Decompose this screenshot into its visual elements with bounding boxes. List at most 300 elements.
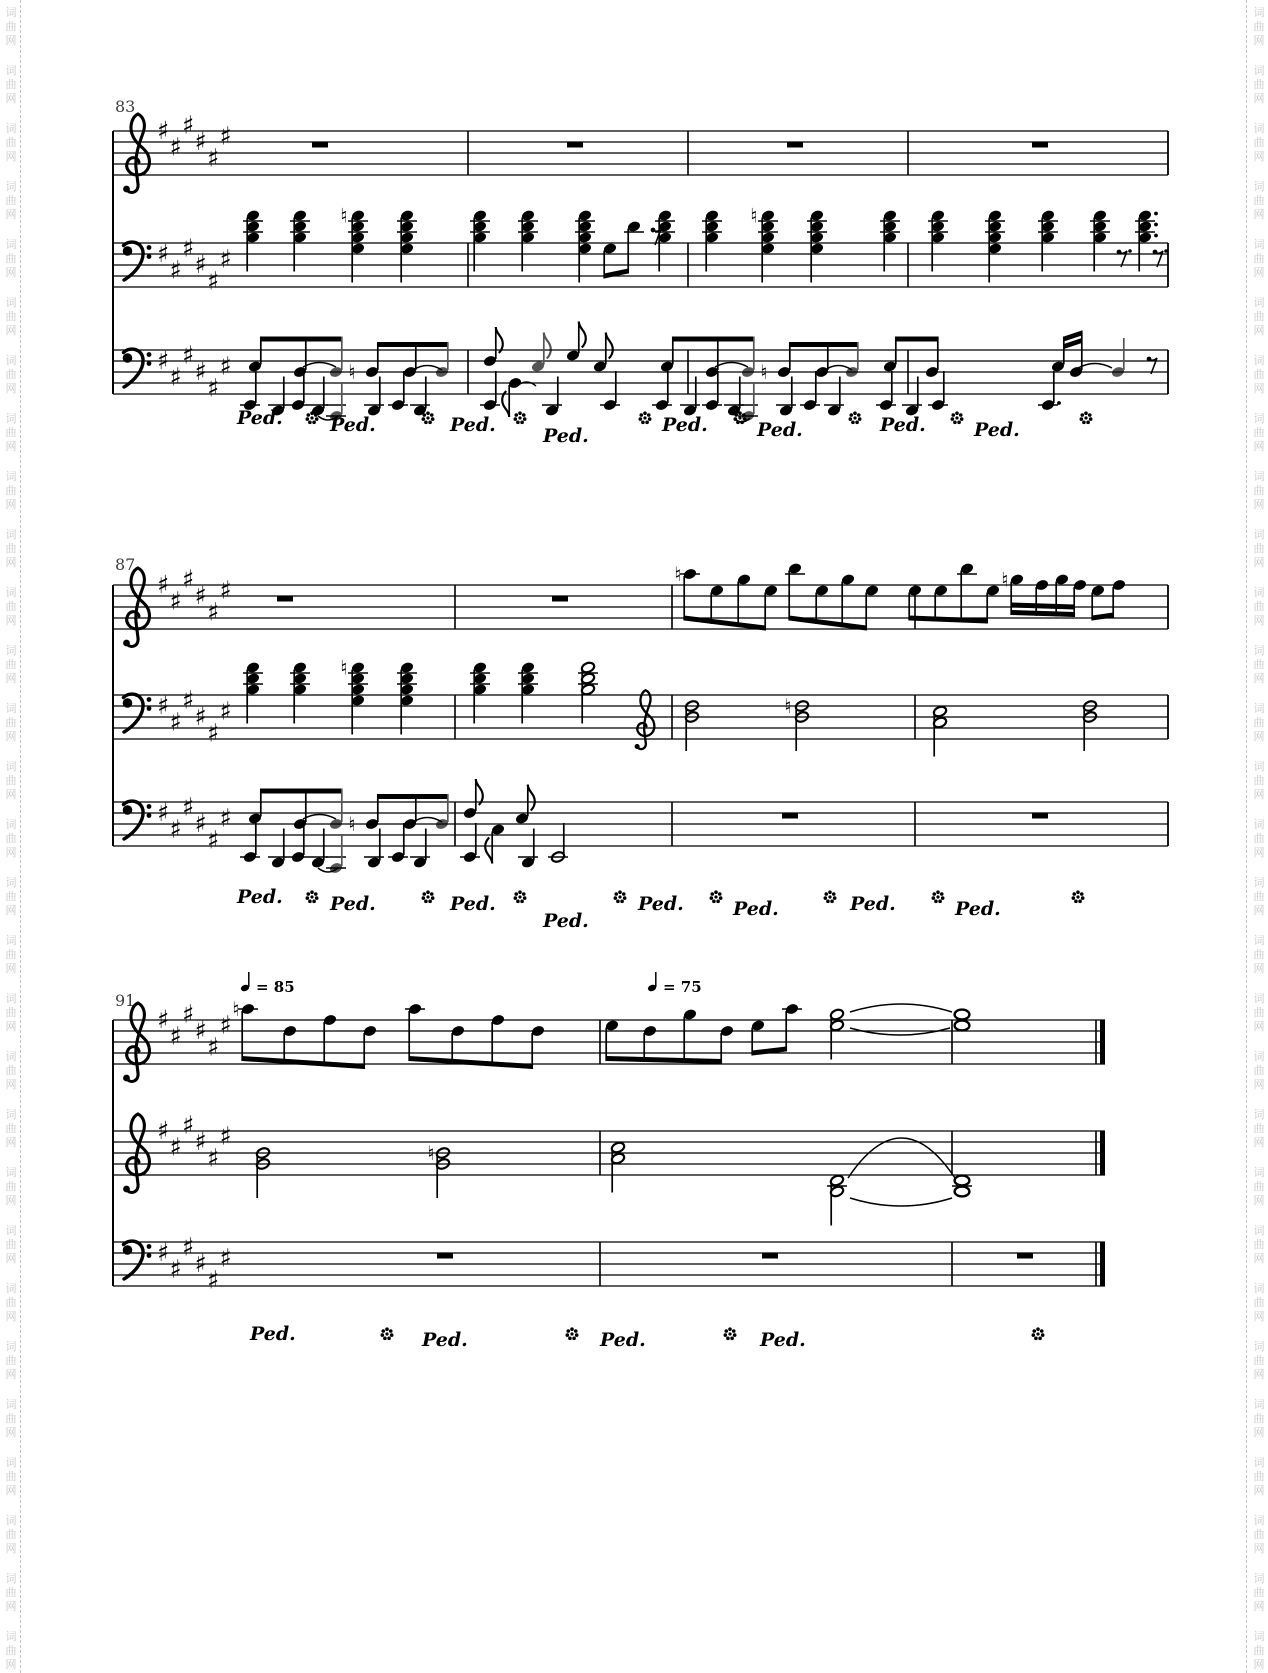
watermark-glyph: 词 (1253, 122, 1265, 135)
right-dashed-border (1246, 0, 1247, 1673)
watermark-glyph: 曲 (1253, 426, 1265, 439)
watermark-glyph: 词 (5, 470, 17, 483)
watermark-glyph: 词 (5, 1340, 17, 1353)
watermark-glyph: 网 (1253, 962, 1265, 975)
watermark-glyph: 词 (1253, 1166, 1265, 1179)
key-signature-sharp-icon: ♯ (169, 362, 182, 392)
watermark-glyph: 曲 (5, 542, 17, 555)
pedal-mark: Ped. (757, 419, 803, 441)
key-signature-sharp-icon: ♯ (219, 803, 232, 833)
watermark-glyph: 曲 (1253, 716, 1265, 729)
watermark-glyph: 词 (5, 1572, 17, 1585)
key-signature-sharp-icon: ♯ (206, 1143, 220, 1173)
watermark-glyph: 词 (5, 1166, 17, 1179)
whole-measure-rest (787, 142, 803, 148)
watermark-glyph: 网 (1253, 498, 1265, 511)
key-signature-sharp-icon: ♯ (169, 1021, 182, 1051)
measure-number: 83 (115, 97, 136, 116)
watermark-glyph: 网 (5, 1658, 17, 1671)
key-signature-sharp-icon: ♯ (219, 1010, 232, 1040)
watermark-glyph: 网 (5, 614, 17, 627)
watermark-glyph: 网 (5, 556, 17, 569)
accidental-natural-icon: ♮ (674, 562, 682, 586)
watermark-glyph: 词 (5, 1050, 17, 1063)
key-signature-sharp-icon: ♯ (194, 1249, 207, 1278)
watermark-glyph: 网 (5, 1310, 17, 1323)
key-signature-sharp-icon: ♯ (181, 1232, 195, 1262)
key-signature-sharp-icon: ♯ (169, 132, 182, 162)
watermark-glyph: 曲 (1253, 658, 1265, 671)
staff-3-2 (123, 1111, 1105, 1207)
watermark-glyph: 词 (1253, 528, 1265, 541)
watermark-glyph: 曲 (5, 832, 17, 845)
pedal-mark: Ped. (237, 886, 283, 908)
pedal-release-icon (566, 1327, 579, 1340)
whole-measure-rest (782, 813, 798, 819)
key-signature-sharp-icon: ♯ (181, 340, 195, 370)
watermark-glyph: 曲 (1253, 890, 1265, 903)
watermark-glyph: 网 (5, 498, 17, 511)
tie-arc (413, 366, 442, 371)
pedal-mark: Ped. (733, 898, 779, 920)
pedal-mark: Ped. (760, 1329, 806, 1351)
whole-measure-rest (552, 596, 568, 602)
watermark-glyph: 网 (5, 904, 17, 917)
key-signature-sharp-icon: ♯ (169, 814, 182, 844)
key-signature-sharp-icon: ♯ (206, 373, 220, 403)
watermark-glyph: 曲 (5, 774, 17, 787)
watermark-glyph: 网 (1253, 1136, 1265, 1149)
pedal-release-icon (951, 411, 964, 424)
accidental-natural-icon: ♮ (340, 203, 348, 228)
watermark-glyph: 词 (1253, 180, 1265, 193)
watermark-glyph: 词 (5, 296, 17, 309)
watermark-glyph: 词 (1253, 1108, 1265, 1121)
watermark-glyph: 网 (5, 788, 17, 801)
key-signature-sharp-icon: ♯ (169, 1254, 182, 1284)
watermark-glyph: 词 (5, 992, 17, 1005)
key-signature-sharp-icon: ♯ (219, 244, 232, 274)
watermark-glyph: 曲 (1253, 20, 1265, 33)
key-signature-sharp-icon: ♯ (206, 1265, 220, 1295)
watermark-glyph: 网 (1253, 324, 1265, 337)
watermark-glyph: 曲 (5, 1354, 17, 1367)
key-signature-sharp-icon: ♯ (206, 597, 220, 627)
key-signature-sharp-icon: ♯ (169, 255, 182, 285)
bass-clef-icon (123, 801, 152, 839)
watermark-glyph: 词 (5, 6, 17, 19)
pedal-mark: Ped. (330, 414, 376, 436)
watermark-glyph: 网 (1253, 1484, 1265, 1497)
key-signature-sharp-icon: ♯ (181, 233, 195, 263)
staff-3-1 (123, 997, 1105, 1081)
watermark-glyph: 词 (5, 1398, 17, 1411)
watermark-glyph: 曲 (1253, 542, 1265, 555)
watermark-glyph: 网 (1253, 208, 1265, 221)
watermark-glyph: 曲 (5, 1470, 17, 1483)
watermark-glyph: 网 (5, 34, 17, 47)
watermark-glyph: 词 (1253, 1514, 1265, 1527)
watermark-glyph: 词 (5, 934, 17, 947)
pedal-release-icon (514, 411, 527, 424)
bass-clef-icon (123, 694, 152, 732)
pedal-mark: Ped. (450, 893, 496, 915)
watermark-glyph: 曲 (1253, 1122, 1265, 1135)
watermark-glyph: 词 (1253, 1456, 1265, 1469)
key-signature-sharp-icon: ♯ (156, 798, 170, 827)
tie-arc (715, 363, 748, 368)
watermark-glyph: 曲 (1253, 1528, 1265, 1541)
watermark-glyph: 词 (5, 64, 17, 77)
watermark-glyph: 词 (1253, 1340, 1265, 1353)
watermark-glyph: 曲 (1253, 1644, 1265, 1657)
accidental-natural-icon: ♮ (784, 694, 792, 718)
whole-measure-rest (312, 142, 328, 148)
accidental-natural-icon: ♮ (427, 1141, 435, 1165)
key-signature-sharp-icon: ♯ (219, 575, 232, 605)
key-signature-sharp-icon: ♯ (181, 110, 195, 140)
pedal-release-icon (1080, 411, 1093, 424)
pedal-mark: Ped. (600, 1329, 646, 1351)
watermark-glyph: 曲 (1253, 78, 1265, 91)
watermark-glyph: 曲 (1253, 484, 1265, 497)
watermark-glyph: 词 (5, 238, 17, 251)
key-signature-sharp-icon: ♯ (181, 999, 195, 1029)
key-signature-sharp-icon: ♯ (194, 702, 207, 731)
watermark-glyph: 词 (5, 644, 17, 657)
tempo-value: = 85 (256, 978, 295, 996)
watermark-glyph: 曲 (5, 1586, 17, 1599)
watermark-glyph: 曲 (1253, 832, 1265, 845)
key-signature-sharp-icon: ♯ (206, 143, 220, 173)
watermark-glyph: 曲 (5, 1412, 17, 1425)
watermark-glyph: 网 (1253, 1658, 1265, 1671)
accidental-natural-icon: ♮ (340, 655, 348, 680)
watermark-glyph: 曲 (5, 1296, 17, 1309)
watermark-glyph: 网 (5, 1542, 17, 1555)
pedal-mark: Ped. (422, 1329, 468, 1351)
pedal-mark: Ped. (955, 898, 1001, 920)
watermark-glyph: 网 (5, 1020, 17, 1033)
watermark-glyph: 网 (5, 150, 17, 163)
watermark-glyph: 网 (5, 1252, 17, 1265)
watermark-glyph: 网 (5, 672, 17, 685)
watermark-glyph: 网 (5, 440, 17, 453)
watermark-glyph: 曲 (1253, 194, 1265, 207)
watermark-glyph: 网 (5, 208, 17, 221)
pedal-release-icon (306, 890, 319, 903)
pedal-mark: Ped. (330, 893, 376, 915)
watermark-glyph: 曲 (5, 600, 17, 613)
watermark-glyph: 网 (1253, 904, 1265, 917)
watermark-glyph: 词 (5, 586, 17, 599)
pedal-row (236, 407, 1092, 447)
pedal-row (249, 1323, 1044, 1351)
watermark-glyph: 网 (5, 266, 17, 279)
pedal-release-icon (1072, 890, 1085, 903)
watermark-glyph: 词 (1253, 296, 1265, 309)
key-signature-sharp-icon: ♯ (181, 564, 195, 594)
watermark-glyph: 曲 (1253, 310, 1265, 323)
staff-1-2 (123, 204, 1168, 296)
accidental-natural-icon: ♮ (750, 203, 758, 228)
watermark-glyph: 词 (5, 1224, 17, 1237)
pedal-mark: Ped. (638, 893, 684, 915)
pedal-release-icon (614, 890, 627, 903)
whole-measure-rest (1017, 1253, 1033, 1259)
watermark-glyph: 词 (5, 1514, 17, 1527)
accidental-natural-icon: ♮ (760, 360, 768, 384)
pedal-release-icon (724, 1327, 737, 1340)
watermark-glyph: 词 (1253, 992, 1265, 1005)
watermark-glyph: 曲 (5, 310, 17, 323)
key-signature-sharp-icon: ♯ (194, 127, 207, 156)
watermark-glyph: 词 (1253, 586, 1265, 599)
watermark-glyph: 词 (5, 1630, 17, 1643)
watermark-glyph: 网 (5, 1484, 17, 1497)
watermark-glyph: 词 (1253, 1282, 1265, 1295)
treble-clef-icon (635, 690, 655, 749)
watermark-glyph: 曲 (5, 78, 17, 91)
key-signature-sharp-icon: ♯ (181, 1110, 195, 1140)
pedal-mark: Ped. (450, 414, 496, 436)
watermark-glyph: 曲 (5, 194, 17, 207)
pedal-release-icon (422, 890, 435, 903)
watermark-glyph: 词 (1253, 354, 1265, 367)
watermark-glyph: 曲 (5, 20, 17, 33)
key-signature-sharp-icon: ♯ (219, 1121, 232, 1151)
watermark-glyph: 网 (1253, 266, 1265, 279)
watermark-glyph: 词 (1253, 6, 1265, 19)
watermark-glyph: 网 (1253, 1194, 1265, 1207)
watermark-glyph: 网 (1253, 1020, 1265, 1033)
watermark-glyph: 曲 (1253, 774, 1265, 787)
tie-arc (413, 818, 442, 823)
whole-measure-rest (277, 596, 293, 602)
measure-number: 91 (115, 991, 136, 1010)
watermark-glyph: 网 (1253, 1252, 1265, 1265)
watermark-glyph: 网 (1253, 150, 1265, 163)
pedal-release-icon (381, 1327, 394, 1340)
watermark-glyph: 词 (5, 1282, 17, 1295)
watermark-glyph: 曲 (1253, 1180, 1265, 1193)
watermark-glyph: 词 (5, 528, 17, 541)
watermark-glyph: 曲 (5, 1122, 17, 1135)
accidental-natural-icon: ♮ (348, 360, 356, 384)
watermark-glyph: 曲 (1253, 1238, 1265, 1251)
staff-1-1 (123, 111, 1048, 193)
pedal-row (236, 886, 1084, 932)
key-signature-sharp-icon: ♯ (194, 1127, 207, 1156)
key-signature-sharp-icon: ♯ (206, 718, 220, 748)
watermark-glyph: 曲 (1253, 136, 1265, 149)
watermark-glyph: 词 (1253, 1630, 1265, 1643)
watermark-glyph: 网 (1253, 92, 1265, 105)
pedal-release-icon (824, 890, 837, 903)
bass-clef-icon (123, 1241, 152, 1279)
watermark-glyph: 曲 (1253, 1354, 1265, 1367)
watermark-glyph: 词 (5, 1108, 17, 1121)
watermark-glyph: 词 (1253, 818, 1265, 831)
system-87 (115, 555, 1126, 932)
pedal-mark: Ped. (250, 1323, 296, 1345)
key-signature-sharp-icon: ♯ (219, 121, 232, 151)
pedal-mark: Ped. (543, 425, 589, 447)
key-signature-sharp-icon: ♯ (219, 351, 232, 381)
watermark-glyph: 曲 (5, 1180, 17, 1193)
key-signature-sharp-icon: ♯ (156, 1238, 170, 1267)
watermark-glyph: 网 (1253, 382, 1265, 395)
watermark-glyph: 词 (5, 702, 17, 715)
key-signature-sharp-icon: ♯ (156, 1116, 170, 1145)
key-signature-sharp-icon: ♯ (169, 586, 182, 616)
key-signature-sharp-icon: ♯ (194, 250, 207, 279)
watermark-glyph: 词 (5, 354, 17, 367)
tie-arc (303, 363, 336, 368)
watermark-glyph: 词 (1253, 470, 1265, 483)
watermark-glyph: 曲 (1253, 1412, 1265, 1425)
tie-arc (303, 815, 336, 820)
watermark-glyph: 网 (5, 382, 17, 395)
pedal-release-icon (1032, 1327, 1045, 1340)
watermark-glyph: 网 (5, 962, 17, 975)
key-signature-sharp-icon: ♯ (156, 570, 170, 599)
key-signature-sharp-icon: ♯ (181, 685, 195, 715)
pedal-mark: Ped. (850, 893, 896, 915)
tie-arc (848, 1138, 955, 1178)
watermark-glyph: 网 (5, 1136, 17, 1149)
key-signature-sharp-icon: ♯ (169, 1132, 182, 1162)
watermark-glyph: 曲 (1253, 948, 1265, 961)
watermark-glyph: 曲 (5, 368, 17, 381)
bass-clef-icon (123, 349, 152, 387)
watermark-glyph: 词 (1253, 760, 1265, 773)
tie-arc (850, 1004, 952, 1012)
watermark-glyph: 曲 (5, 426, 17, 439)
key-signature-sharp-icon: ♯ (194, 357, 207, 386)
pedal-release-icon (514, 890, 527, 903)
watermark-glyph: 网 (5, 1600, 17, 1613)
watermark-glyph: 网 (1253, 34, 1265, 47)
pedal-mark: Ped. (662, 414, 708, 436)
key-signature-sharp-icon: ♯ (194, 1016, 207, 1045)
measure-number: 87 (115, 555, 136, 574)
watermark-glyph: 网 (1253, 1600, 1265, 1613)
watermark-glyph: 词 (5, 1456, 17, 1469)
accidental-natural-icon: ♮ (1001, 567, 1009, 592)
watermark-glyph: 网 (5, 324, 17, 337)
watermark-glyph: 词 (5, 818, 17, 831)
watermark-glyph: 网 (5, 1426, 17, 1439)
watermark-glyph: 网 (1253, 788, 1265, 801)
whole-measure-rest (437, 1253, 453, 1259)
watermark-glyph: 曲 (1253, 368, 1265, 381)
key-signature-sharp-icon: ♯ (206, 825, 220, 855)
watermark-glyph: 曲 (5, 890, 17, 903)
watermark-glyph: 词 (5, 180, 17, 193)
watermark-glyph: 词 (1253, 412, 1265, 425)
watermark-glyph: 网 (1253, 730, 1265, 743)
pedal-release-icon (932, 890, 945, 903)
watermark-glyph: 网 (1253, 846, 1265, 859)
tie-arc (1078, 364, 1112, 369)
watermark-glyph: 曲 (5, 1006, 17, 1019)
watermark-glyph: 网 (1253, 672, 1265, 685)
watermark-glyph: 曲 (5, 136, 17, 149)
key-signature-sharp-icon: ♯ (156, 1005, 170, 1034)
watermark-glyph: 曲 (5, 1064, 17, 1077)
key-signature-sharp-icon: ♯ (156, 691, 170, 720)
accidental-natural-icon: ♮ (348, 812, 356, 836)
watermark-glyph: 词 (1253, 1572, 1265, 1585)
watermark-glyph: 网 (1253, 556, 1265, 569)
watermark-glyph: 曲 (5, 1528, 17, 1541)
watermark-glyph: 词 (5, 412, 17, 425)
key-signature-sharp-icon: ♯ (169, 707, 182, 737)
whole-measure-rest (567, 142, 583, 148)
whole-measure-rest (1032, 142, 1048, 148)
staff-2-2 (123, 656, 1098, 750)
watermark-glyph: 词 (5, 760, 17, 773)
watermark-glyph: 曲 (1253, 1064, 1265, 1077)
pedal-release-icon (710, 890, 723, 903)
watermark-glyph: 词 (1253, 238, 1265, 251)
watermark-glyph: 词 (1253, 1050, 1265, 1063)
watermark-glyph: 曲 (1253, 1586, 1265, 1599)
bass-clef-icon (123, 242, 152, 280)
watermark-glyph: 词 (5, 122, 17, 135)
key-signature-sharp-icon: ♯ (206, 266, 220, 296)
key-signature-sharp-icon: ♯ (219, 1243, 232, 1273)
key-signature-sharp-icon: ♯ (156, 346, 170, 375)
watermark-glyph: 网 (5, 1368, 17, 1381)
key-signature-sharp-icon: ♯ (156, 239, 170, 268)
key-signature-sharp-icon: ♯ (194, 581, 207, 610)
watermark-glyph: 曲 (5, 948, 17, 961)
watermark-glyph: 词 (1253, 702, 1265, 715)
watermark-glyph: 曲 (1253, 1470, 1265, 1483)
watermark-glyph: 网 (1253, 440, 1265, 453)
watermark-glyph: 曲 (1253, 252, 1265, 265)
watermark-glyph: 词 (1253, 934, 1265, 947)
whole-measure-rest (1032, 813, 1048, 819)
pedal-mark: Ped. (237, 407, 283, 429)
watermark-glyph: 曲 (5, 1644, 17, 1657)
watermark-glyph: 网 (5, 846, 17, 859)
pedal-release-icon (639, 411, 652, 424)
watermark-glyph: 曲 (5, 658, 17, 671)
pedal-release-icon (849, 411, 862, 424)
watermark-glyph: 词 (1253, 64, 1265, 77)
watermark-glyph: 曲 (5, 1238, 17, 1251)
watermark-glyph: 曲 (5, 484, 17, 497)
watermark-glyph: 网 (1253, 1310, 1265, 1323)
tempo-value: = 75 (663, 978, 702, 996)
watermark-glyph: 词 (1253, 876, 1265, 889)
watermark-glyph: 网 (1253, 1426, 1265, 1439)
tie-arc (850, 1198, 952, 1206)
watermark-glyph: 词 (1253, 1224, 1265, 1237)
key-signature-sharp-icon: ♯ (206, 1032, 220, 1062)
key-signature-sharp-icon: ♯ (181, 792, 195, 822)
key-signature-sharp-icon: ♯ (219, 696, 232, 726)
watermark-glyph: 词 (1253, 1398, 1265, 1411)
watermark-glyph: 词 (1253, 644, 1265, 657)
key-signature-sharp-icon: ♯ (156, 116, 170, 145)
watermark-glyph: 曲 (1253, 1296, 1265, 1309)
watermark-glyph: 网 (1253, 1078, 1265, 1091)
watermark-glyph: 词 (5, 876, 17, 889)
